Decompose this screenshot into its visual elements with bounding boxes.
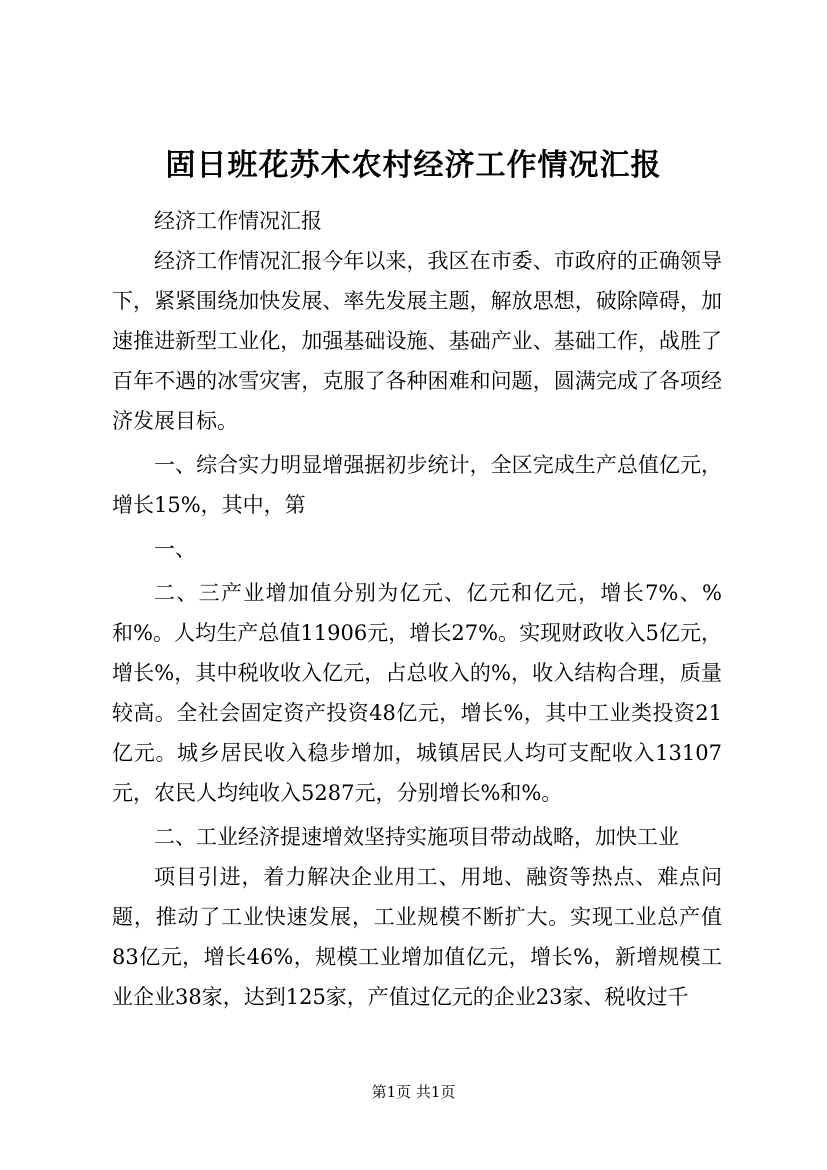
body-paragraph: 二、三产业增加值分别为亿元、亿元和亿元，增长7%、%和%。人均生产总值11906元，增长27%。实现财政收入5亿元，增长%，其中税收收入亿元，占总收入的%，收入结构合理，质量较高。全社会固定资产投资48亿元，增长%，其中工业类投资21亿元。城乡居民收入稳步增加，城镇居民人均可支配收入13107元，农民人均纯收入5287元，分别增长%和%。 xyxy=(112,581,722,805)
document-body xyxy=(112,201,722,1017)
page-footer: 第1页 共1页 xyxy=(371,1083,456,1101)
body-paragraph: 经济工作情况汇报今年以来，我区在市委、市政府的正确领导下，紧紧围绕加快发展、率先发展主题，解放思想，破除障碍，加速推进新型工业化，加强基础设施、基础产业、基础工作，战胜了百年不遇的冰雪灾害，克服了各种困难和问题，圆满完成了各项经济发展目标。 xyxy=(112,249,722,433)
section-heading: 经济工作情况汇报 xyxy=(154,209,322,233)
body-paragraph: 一、 xyxy=(154,537,196,561)
body-paragraph: 一、综合实力明显增强据初步统计，全区完成生产总值亿元，增长15%，其中，第 xyxy=(112,453,722,517)
body-paragraph: 二、工业经济提速增效坚持实施项目带动战略，加快工业 xyxy=(154,825,679,849)
document-title: 固日班花苏木农村经济工作情况汇报 xyxy=(165,148,662,183)
body-paragraph: 项目引进，着力解决企业用工、用地、融资等热点、难点问题，推动了工业快速发展，工业规模不断扩大。实现工业总产值83亿元，增长46%，规模工业增加值亿元，增长%，新增规模工业企业38家，达到125家，产值过亿元的企业23家、税收过千 xyxy=(112,865,722,1009)
